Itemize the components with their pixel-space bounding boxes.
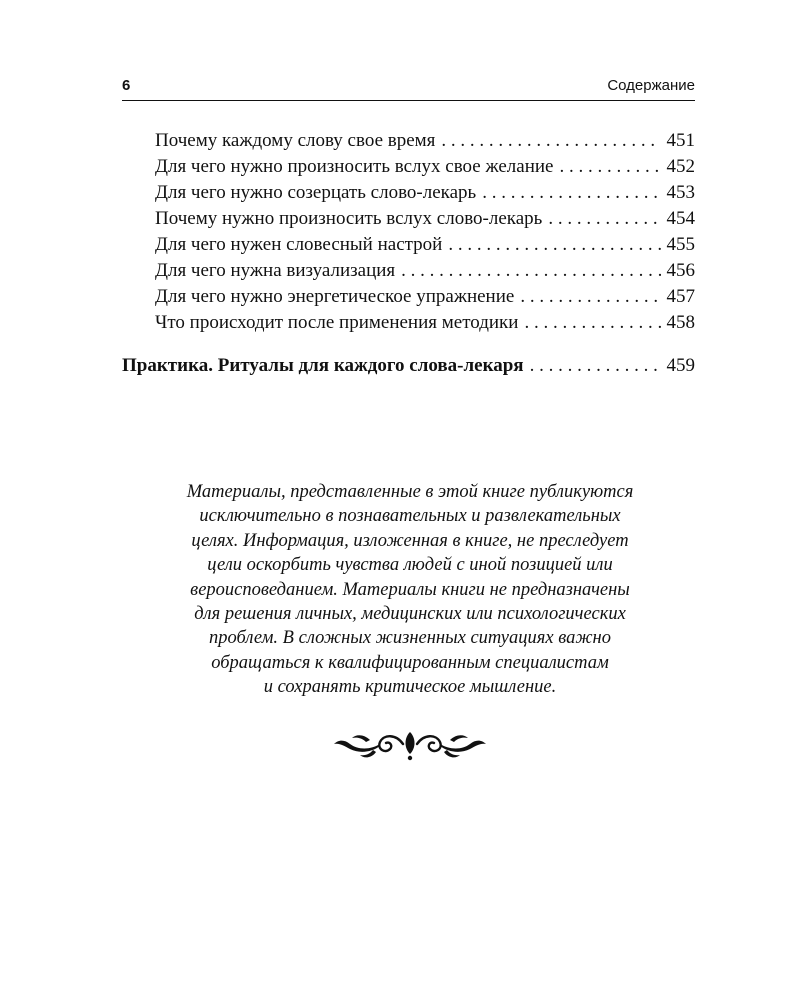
toc-entry-page: 452 [666, 156, 695, 177]
toc-entry-page: 458 [666, 312, 695, 333]
flourish-ornament-icon [330, 724, 490, 766]
toc-entry-title: Для чего нужен словесный настрой [155, 234, 443, 255]
toc-leader-dots [548, 206, 660, 232]
toc-entry-page: 454 [666, 208, 695, 229]
toc-leader-dots [482, 180, 660, 206]
disclaimer-text [120, 480, 700, 700]
disclaimer-line: исключительно в познавательных и развлекательных [199, 506, 621, 527]
toc-leader-dots [559, 154, 660, 180]
toc-leader-dots [530, 353, 661, 379]
toc-entry-title: Для чего нужно энергетическое упражнение [155, 286, 515, 307]
toc-entry[interactable] [155, 310, 695, 336]
toc-entry-title: Почему каждому слову свое время [155, 130, 436, 151]
toc-part-title: Практика. Ритуалы для каждого слова-лекаря [122, 355, 524, 376]
toc-entry-title: Для чего нужна визуализация [155, 260, 396, 281]
toc-leader-dots [520, 284, 660, 310]
table-of-contents [155, 128, 695, 336]
toc-leader-dots [401, 258, 660, 284]
toc-entry[interactable] [155, 180, 695, 206]
disclaimer-line: проблем. В сложных жизненных ситуациях важно [209, 628, 611, 649]
disclaimer-line: и сохранять критическое мышление. [263, 677, 557, 698]
toc-entry-title: Для чего нужно созерцать слово-лекарь [155, 182, 477, 203]
toc-part-entry[interactable] [122, 353, 695, 379]
page-number: 6 [122, 77, 131, 94]
toc-part-page: 459 [666, 355, 695, 376]
disclaimer-line: вероисповеданием. Материалы книги не предназначены [190, 579, 630, 600]
toc-entry-page: 453 [666, 182, 695, 203]
toc-entry[interactable] [155, 258, 695, 284]
toc-leader-dots [441, 128, 660, 154]
toc-entry-title: Почему нужно произносить вслух слово-лекарь [155, 208, 543, 229]
disclaimer-line: цели оскорбить чувства людей с иной позицией или [207, 555, 613, 576]
toc-leader-dots [524, 310, 660, 336]
toc-entry[interactable] [155, 154, 695, 180]
toc-entry-page: 456 [666, 260, 695, 281]
toc-entry-title: Что происходит после применения методики [155, 312, 519, 333]
toc-entry-title: Для чего нужно произносить вслух свое желание [155, 156, 554, 177]
toc-entry-page: 457 [666, 286, 695, 307]
toc-entry[interactable] [155, 128, 695, 154]
toc-entry[interactable] [155, 284, 695, 310]
disclaimer-line: обращаться к квалифицированным специалистам [211, 652, 609, 673]
disclaimer-line: Материалы, представленные в этой книге публикуются [186, 482, 634, 502]
section-title: Содержание [607, 77, 695, 94]
running-header [122, 74, 695, 101]
disclaimer-line: целях. Информация, изложенная в книге, не преследует [191, 530, 629, 551]
toc-entry[interactable] [155, 206, 695, 232]
disclaimer-line: для решения личных, медицинских или психологических [194, 604, 626, 625]
toc-entry-page: 451 [666, 130, 695, 151]
toc-entry[interactable] [155, 232, 695, 258]
toc-entry-page: 455 [666, 234, 695, 255]
toc-leader-dots [448, 232, 660, 258]
